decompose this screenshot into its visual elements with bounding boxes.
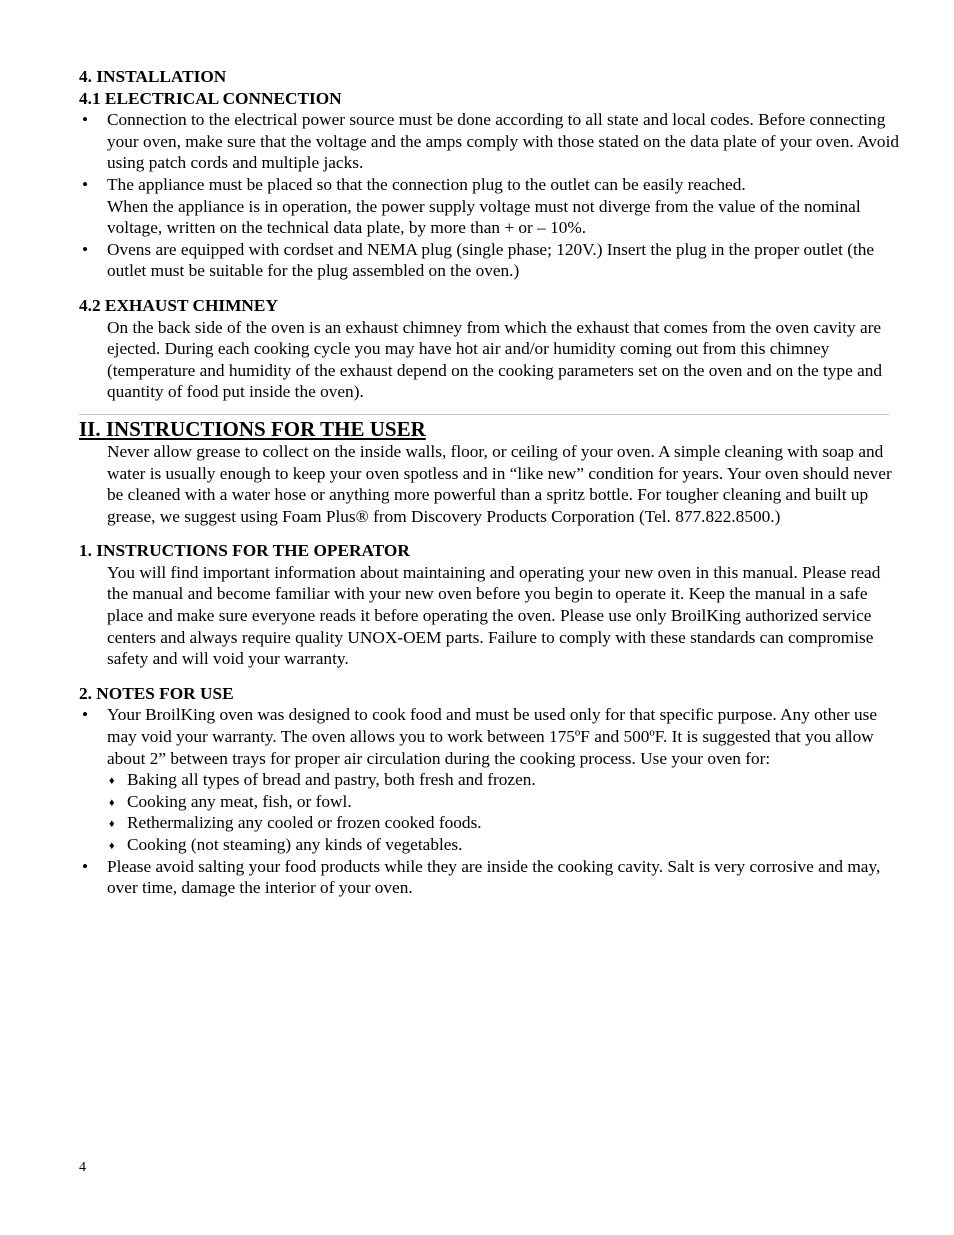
use-text: Baking all types of bread and pastry, both fresh and frozen. bbox=[127, 770, 536, 790]
bullet-icon: • bbox=[81, 110, 89, 130]
list-item bbox=[107, 812, 901, 834]
bullet-text: Ovens are equipped with cordset and NEMA plug (single phase; 120V.) Insert the plug in the proper outlet (the outlet must be suitable for the plug assembled on the oven.) bbox=[107, 239, 875, 281]
bullet-continuation-text: When the appliance is in operation, the power supply voltage must not diverge from the value of the nominal voltage, written on the technical data plate, by more than + or – 10%. bbox=[107, 196, 861, 238]
bullet-icon: • bbox=[81, 239, 89, 259]
list-item bbox=[79, 174, 901, 239]
list-item bbox=[79, 109, 901, 174]
user-instructions-text: Never allow grease to collect on the inside walls, floor, or ceiling of your oven. A simple cleaning with soap and water is usually enough to keep your oven spotless and in “like new” condition for years. Your oven should never be cleaned with a water hose or anything more powerful than a spritz bottle. For tougher cleaning and built up grease, we suggest using Foam Plus® from Discovery Products Corporation (Tel. 877.822.8500.) bbox=[107, 441, 892, 526]
list-item bbox=[107, 834, 901, 856]
exhaust-chimney-text: On the back side of the oven is an exhaust chimney from which the exhaust that comes from the oven cavity are ejected. During each cooking cycle you may have hot air and/or humidity coming out from this chimney (temperature and humidity of the exhaust depend on the cooking parameters set on the oven and on the type and quantity of food put inside the oven). bbox=[107, 317, 883, 402]
operator-instructions-heading: 1. INSTRUCTIONS FOR THE OPERATOR bbox=[79, 541, 410, 561]
bullet-icon: • bbox=[81, 705, 89, 725]
bullet-text: The appliance must be placed so that the connection plug to the outlet can be easily reached. bbox=[107, 174, 746, 194]
list-item bbox=[107, 769, 901, 791]
bullet-text: Connection to the electrical power source must be done according to all state and local codes. Before connecting your oven, make sure that the voltage and the amps comply with those stated on the data plate of your oven. Avoid using patch cords and multiple jacks. bbox=[107, 110, 900, 173]
use-text: Rethermalizing any cooled or frozen cooked foods. bbox=[127, 813, 482, 833]
use-text: Cooking (not steaming) any kinds of vegetables. bbox=[127, 835, 463, 854]
list-item bbox=[79, 856, 901, 899]
operator-instructions-text: You will find important information about maintaining and operating your new oven in this manual. Please read the manual and become familiar with your new oven before you begin to operate it. Keep the manual in a safe place and make sure everyone reads it before operating the oven. Please use only BroilKing authorized service centers and always require quality UNOX-OEM parts. Failure to comply with these standards can compromise safety and will void your warranty. bbox=[107, 562, 881, 669]
diamond-bullet-icon: ♦ bbox=[109, 818, 115, 831]
bullet-text: Please avoid salting your food products while they are inside the cooking cavity. Salt is very corrosive and may, over time, damage the interior of your oven. bbox=[107, 856, 881, 898]
bullet-icon: • bbox=[81, 174, 89, 194]
use-text: Cooking any meat, fish, or fowl. bbox=[127, 791, 352, 811]
notes-bullet-list-2 bbox=[79, 856, 901, 899]
page-number: 4 bbox=[79, 1160, 86, 1175]
installation-heading: 4. INSTALLATION bbox=[79, 67, 227, 86]
diamond-bullet-icon: ♦ bbox=[109, 775, 115, 788]
bullet-icon: • bbox=[81, 856, 89, 876]
exhaust-chimney-heading: 4.2 EXHAUST CHIMNEY bbox=[79, 295, 278, 315]
list-item bbox=[107, 791, 901, 813]
section-divider bbox=[79, 414, 889, 415]
oven-uses-list bbox=[79, 769, 901, 855]
diamond-bullet-icon: ♦ bbox=[109, 840, 115, 852]
list-item bbox=[79, 704, 901, 769]
list-item bbox=[79, 239, 901, 282]
electrical-connection-heading: 4.1 ELECTRICAL CONNECTION bbox=[79, 88, 342, 108]
page-content bbox=[79, 66, 901, 899]
bullet-text: Your BroilKing oven was designed to cook food and must be used only for that specific purpose. Any other use may void your warranty. The oven allows you to work between 175ºF and 500ºF. It is suggested that you allow about 2” between trays for proper air circulation during the cooking process. Use your oven for: bbox=[107, 705, 878, 768]
notes-for-use-heading: 2. NOTES FOR USE bbox=[79, 683, 234, 703]
diamond-bullet-icon: ♦ bbox=[109, 796, 115, 809]
electrical-bullet-list bbox=[79, 109, 901, 282]
user-instructions-heading: II. INSTRUCTIONS FOR THE USER bbox=[79, 416, 426, 441]
notes-bullet-list bbox=[79, 704, 901, 769]
